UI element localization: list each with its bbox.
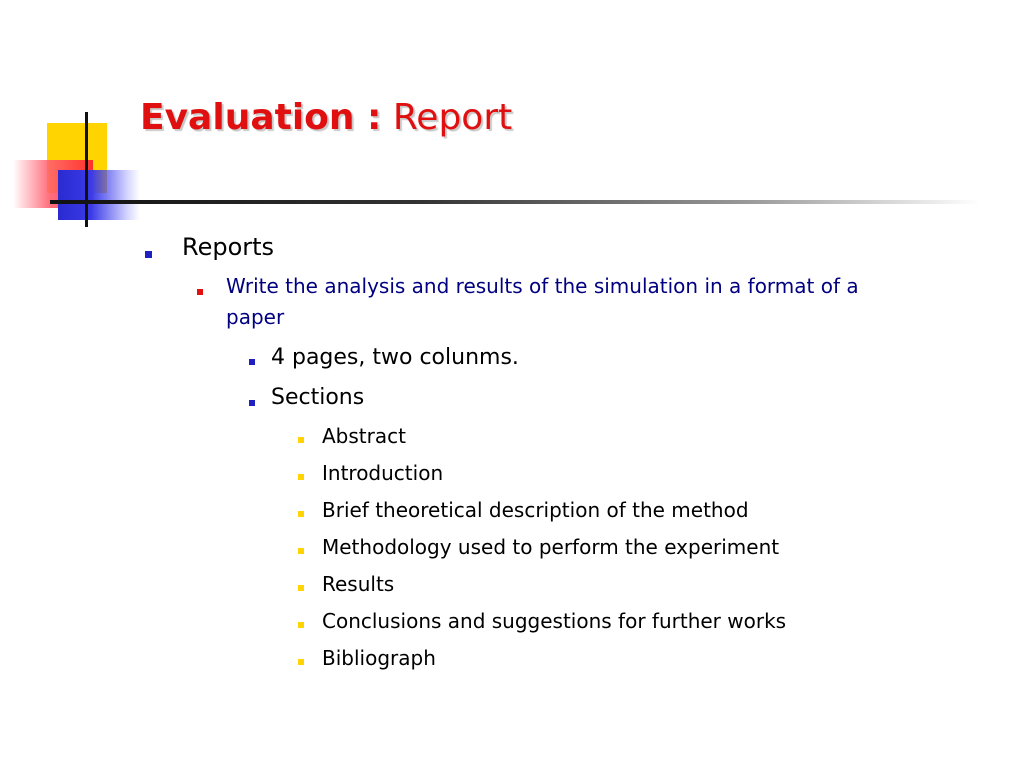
bullet-square-icon	[298, 511, 304, 517]
bullet-level3-item: Sections	[271, 385, 365, 410]
bullet-square-icon	[145, 251, 152, 258]
bullet-level3-item: 4 pages, two colunms.	[271, 345, 519, 370]
bullet-square-icon	[298, 474, 304, 480]
bullet-square-icon	[298, 548, 304, 554]
bullet-square-icon	[298, 437, 304, 443]
decor-vertical-line	[85, 112, 88, 227]
slide-title	[140, 96, 512, 140]
section-list-item: Conclusions and suggestions for further works	[322, 609, 787, 633]
decor-blue-bar	[58, 170, 140, 220]
title-underline	[50, 200, 980, 204]
section-list-item: Abstract	[322, 424, 406, 448]
bullet-square-icon	[298, 622, 304, 628]
bullet-square-icon	[298, 659, 304, 665]
slide-title-bold: Evaluation :	[140, 97, 382, 138]
section-list-item: Introduction	[322, 461, 444, 485]
section-list-item: Methodology used to perform the experiment	[322, 535, 780, 559]
bullet-level2-line1: Write the analysis and results of the simulation in a format of a	[226, 274, 859, 298]
bullet-square-icon	[197, 289, 203, 295]
bullet-level1-reports: Reports	[182, 233, 275, 261]
section-list-item: Results	[322, 572, 395, 596]
bullet-square-icon	[249, 359, 255, 365]
bullet-square-icon	[298, 585, 304, 591]
section-list-item: Brief theoretical description of the method	[322, 498, 749, 522]
bullet-square-icon	[249, 400, 255, 406]
slide-title-rest: Report	[392, 97, 513, 138]
bullet-level2-line2: paper	[226, 305, 285, 329]
section-list-item: Bibliograph	[322, 646, 436, 670]
